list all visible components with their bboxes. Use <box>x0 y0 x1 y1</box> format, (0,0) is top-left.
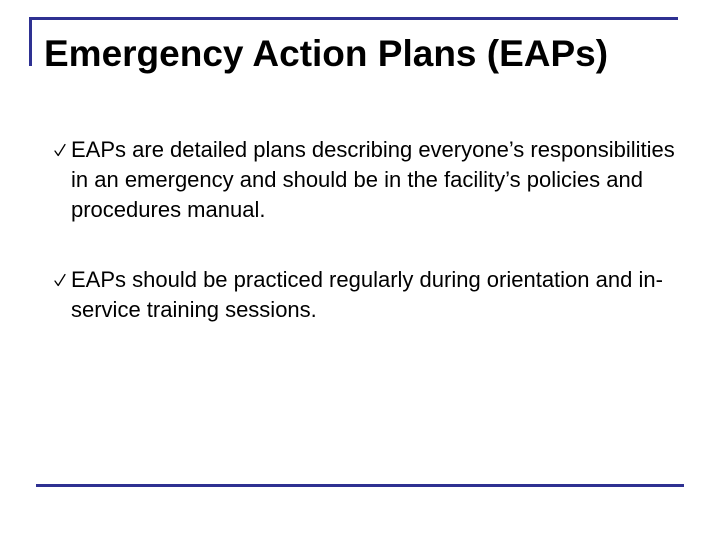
bottom-divider-line <box>36 484 684 487</box>
bullet-item <box>36 135 686 225</box>
bullet-list <box>36 135 686 365</box>
bullet-item <box>36 265 686 325</box>
check-icon <box>54 143 66 157</box>
bullet-text: EAPs are detailed plans describing everyone’s responsibilities in an emergency and should be in the facility’s policies and procedures manual. <box>71 137 675 222</box>
check-icon <box>54 273 66 287</box>
left-accent-line <box>29 17 32 66</box>
bullet-text: EAPs should be practiced regularly during orientation and in-service training sessions. <box>71 267 663 322</box>
slide-title: Emergency Action Plans (EAPs) <box>44 33 609 74</box>
top-divider-line <box>29 17 678 20</box>
